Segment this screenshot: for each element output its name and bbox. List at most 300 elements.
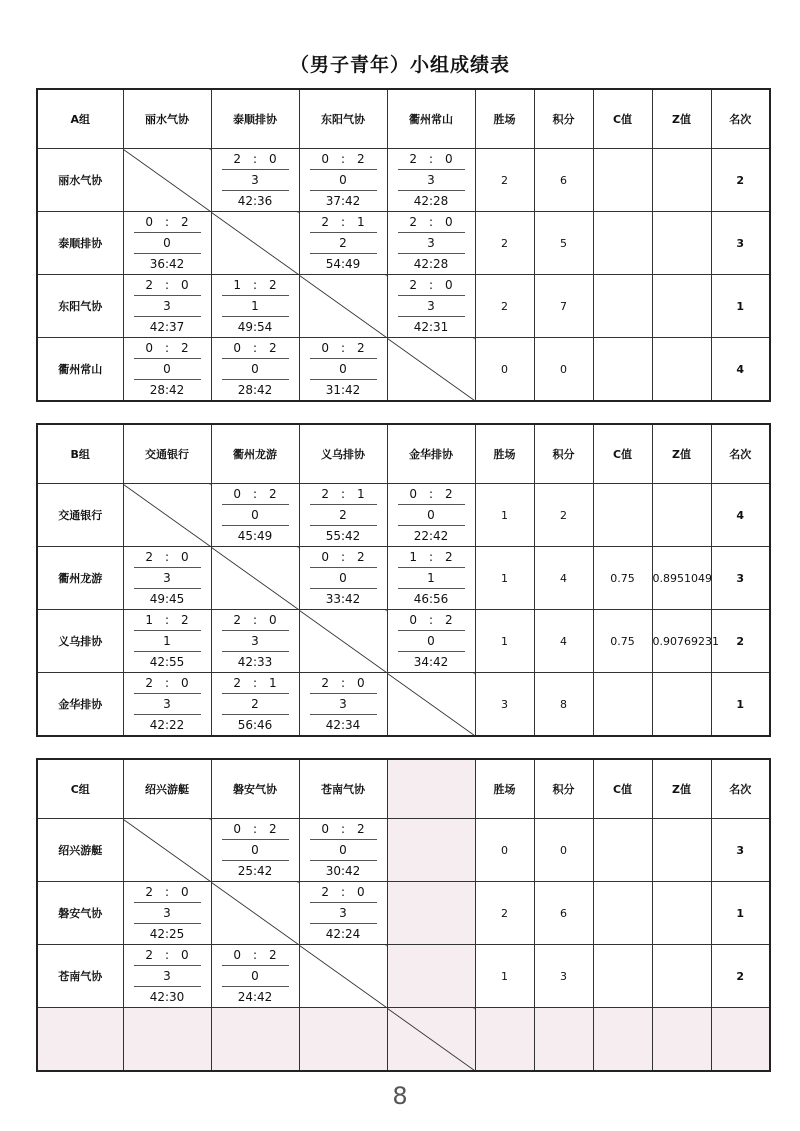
points-value: 3 — [534, 945, 593, 1008]
score-separator: : — [252, 864, 258, 878]
set-score-home: 0 — [321, 822, 329, 836]
set-score-away: 0 — [269, 613, 277, 627]
set-score-away: 2 — [445, 613, 453, 627]
set-score-home: 0 — [321, 341, 329, 355]
set-score-home: 2 — [321, 487, 329, 501]
match-result-cell — [211, 945, 299, 1008]
header-team-name: 苍南气协 — [299, 759, 387, 819]
set-score-away: 2 — [269, 487, 277, 501]
set-score-home: 0 — [409, 613, 417, 627]
set-score-home: 2 — [321, 215, 329, 229]
header-rank: 名次 — [711, 89, 770, 149]
diagonal-cell — [123, 484, 211, 547]
set-score-away: 0 — [445, 278, 453, 292]
set-score-home: 2 — [233, 676, 241, 690]
score-separator: : — [252, 529, 258, 543]
rank-value: 4 — [711, 484, 770, 547]
rally-points-home: 49 — [149, 592, 165, 606]
header-team-name: 衢州龙游 — [211, 424, 299, 484]
rank-value: 2 — [711, 610, 770, 673]
rally-points-home: 54 — [325, 257, 341, 271]
score-separator: : — [340, 383, 346, 397]
row-team-name: 泰顺排协 — [37, 212, 123, 275]
score-separator: : — [252, 487, 258, 501]
score-separator: : — [164, 257, 170, 271]
header-points: 积分 — [534, 424, 593, 484]
set-score-home: 2 — [145, 885, 153, 899]
rally-points-home: 55 — [325, 529, 341, 543]
empty-cell — [387, 882, 475, 945]
wins-value: 1 — [475, 945, 534, 1008]
z-value — [652, 673, 711, 737]
rally-points-home: 42 — [237, 655, 253, 669]
header-team-name: 衢州常山 — [387, 89, 475, 149]
match-points: 3 — [427, 299, 435, 313]
match-points: 3 — [427, 236, 435, 250]
rally-points-away: 42 — [345, 529, 361, 543]
points-value: 8 — [534, 673, 593, 737]
set-score-home: 2 — [233, 152, 241, 166]
set-score-away: 0 — [357, 885, 365, 899]
points-value: 6 — [534, 149, 593, 212]
set-score-away: 0 — [269, 152, 277, 166]
rank-value: 2 — [711, 149, 770, 212]
score-separator: : — [164, 278, 170, 292]
diagonal-cell — [211, 547, 299, 610]
row-team-name: 衢州常山 — [37, 338, 123, 402]
table-row — [37, 819, 770, 882]
score-separator: : — [252, 383, 258, 397]
header-team-name: 金华排协 — [387, 424, 475, 484]
z-value — [652, 338, 711, 402]
score-separator: : — [164, 320, 170, 334]
set-score-away: 2 — [181, 215, 189, 229]
header-wins: 胜场 — [475, 424, 534, 484]
score-separator: : — [164, 383, 170, 397]
set-score-away: 2 — [357, 550, 365, 564]
score-separator: : — [340, 194, 346, 208]
set-score-away: 0 — [445, 215, 453, 229]
points-value: 0 — [534, 819, 593, 882]
set-score-home: 2 — [321, 885, 329, 899]
header-c-value: C值 — [593, 759, 652, 819]
score-separator: : — [428, 655, 434, 669]
wins-value: 0 — [475, 338, 534, 402]
match-result-cell — [387, 484, 475, 547]
c-value — [593, 945, 652, 1008]
rally-points-home: 22 — [413, 529, 429, 543]
score-separator: : — [428, 152, 434, 166]
match-result-cell — [299, 338, 387, 402]
score-separator: : — [164, 676, 170, 690]
header-wins: 胜场 — [475, 759, 534, 819]
rally-points-home: 42 — [149, 990, 165, 1004]
set-score-away: 0 — [357, 676, 365, 690]
set-score-away: 2 — [181, 341, 189, 355]
set-score-away: 0 — [181, 948, 189, 962]
z-value — [652, 882, 711, 945]
set-score-home: 1 — [145, 613, 153, 627]
set-score-home: 2 — [233, 613, 241, 627]
z-value — [652, 212, 711, 275]
c-value — [593, 484, 652, 547]
rally-points-home: 49 — [237, 320, 253, 334]
empty-cell — [652, 1008, 711, 1072]
score-separator: : — [252, 320, 258, 334]
match-result-cell — [299, 673, 387, 737]
rally-points-away: 24 — [345, 927, 361, 941]
table-row — [37, 610, 770, 673]
set-score-home: 1 — [233, 278, 241, 292]
rally-points-away: 42 — [169, 257, 185, 271]
empty-cell — [475, 1008, 534, 1072]
header-team-name: 泰顺排协 — [211, 89, 299, 149]
score-separator: : — [340, 487, 346, 501]
score-separator: : — [252, 948, 258, 962]
score-separator: : — [252, 990, 258, 1004]
header-wins: 胜场 — [475, 89, 534, 149]
empty-cell — [387, 945, 475, 1008]
c-value — [593, 819, 652, 882]
rally-points-away: 49 — [345, 257, 361, 271]
row-team-name: 金华排协 — [37, 673, 123, 737]
rank-value: 1 — [711, 673, 770, 737]
rally-points-home: 28 — [237, 383, 253, 397]
match-result-cell — [299, 484, 387, 547]
match-points: 0 — [251, 843, 259, 857]
set-score-home: 2 — [145, 550, 153, 564]
score-separator: : — [428, 613, 434, 627]
match-result-cell — [387, 149, 475, 212]
match-result-cell — [211, 484, 299, 547]
match-points: 0 — [339, 362, 347, 376]
match-points: 3 — [427, 173, 435, 187]
empty-cell — [211, 1008, 299, 1072]
rally-points-away: 25 — [169, 927, 185, 941]
rally-points-home: 36 — [149, 257, 165, 271]
row-team-name: 苍南气协 — [37, 945, 123, 1008]
rally-points-away: 42 — [169, 383, 185, 397]
page-number: 8 — [392, 1082, 408, 1110]
set-score-away: 2 — [269, 822, 277, 836]
rank-value: 1 — [711, 275, 770, 338]
set-score-home: 2 — [409, 278, 417, 292]
rally-points-home: 30 — [325, 864, 341, 878]
score-separator: : — [164, 990, 170, 1004]
rally-points-away: 33 — [257, 655, 273, 669]
set-score-away: 2 — [357, 822, 365, 836]
c-value — [593, 212, 652, 275]
set-score-home: 0 — [145, 341, 153, 355]
score-separator: : — [340, 529, 346, 543]
score-separator: : — [164, 550, 170, 564]
wins-value: 0 — [475, 819, 534, 882]
table-row — [37, 673, 770, 737]
set-score-home: 2 — [145, 676, 153, 690]
score-separator: : — [428, 278, 434, 292]
rally-points-away: 56 — [433, 592, 449, 606]
match-result-cell — [299, 819, 387, 882]
rally-points-home: 28 — [149, 383, 165, 397]
header-points: 积分 — [534, 759, 593, 819]
empty-cell — [534, 1008, 593, 1072]
match-points: 0 — [163, 362, 171, 376]
diagonal-cell — [211, 212, 299, 275]
set-score-away: 2 — [445, 487, 453, 501]
set-score-home: 1 — [409, 550, 417, 564]
rally-points-home: 42 — [237, 194, 253, 208]
set-score-home: 0 — [321, 152, 329, 166]
match-result-cell — [123, 338, 211, 402]
score-separator: : — [340, 152, 346, 166]
diagonal-cell — [123, 149, 211, 212]
table-row — [37, 945, 770, 1008]
rally-points-home: 24 — [237, 990, 253, 1004]
score-separator: : — [340, 864, 346, 878]
diagonal-cell — [387, 338, 475, 402]
z-value — [652, 484, 711, 547]
score-separator: : — [164, 341, 170, 355]
empty-cell — [37, 1008, 123, 1072]
header-rank: 名次 — [711, 759, 770, 819]
set-score-home: 2 — [321, 676, 329, 690]
rank-value: 2 — [711, 945, 770, 1008]
set-score-home: 0 — [233, 487, 241, 501]
set-score-away: 2 — [357, 341, 365, 355]
match-points: 3 — [251, 173, 259, 187]
match-result-cell — [299, 149, 387, 212]
header-team-name: 丽水气协 — [123, 89, 211, 149]
wins-value: 2 — [475, 275, 534, 338]
rally-points-home: 42 — [413, 257, 429, 271]
match-result-cell — [387, 610, 475, 673]
match-result-cell — [123, 610, 211, 673]
group-name: B组 — [37, 424, 123, 484]
match-points: 3 — [163, 571, 171, 585]
score-separator: : — [428, 194, 434, 208]
score-separator: : — [252, 613, 258, 627]
points-value: 7 — [534, 275, 593, 338]
group-table-2 — [36, 423, 771, 737]
match-points: 3 — [251, 634, 259, 648]
rally-points-away: 46 — [257, 718, 273, 732]
group-name: C组 — [37, 759, 123, 819]
match-points: 3 — [163, 697, 171, 711]
set-score-home: 0 — [233, 948, 241, 962]
rally-points-home: 42 — [149, 718, 165, 732]
empty-cell — [123, 1008, 211, 1072]
row-team-name: 衢州龙游 — [37, 547, 123, 610]
header-z-value: Z值 — [652, 89, 711, 149]
rally-points-away: 42 — [345, 592, 361, 606]
score-separator: : — [252, 278, 258, 292]
match-points: 3 — [163, 299, 171, 313]
c-value — [593, 338, 652, 402]
table-row — [37, 275, 770, 338]
score-separator: : — [340, 550, 346, 564]
match-result-cell — [123, 673, 211, 737]
rally-points-away: 42 — [345, 864, 361, 878]
match-result-cell — [123, 945, 211, 1008]
match-result-cell — [387, 212, 475, 275]
score-separator: : — [428, 257, 434, 271]
rally-points-away: 45 — [169, 592, 185, 606]
set-score-away: 2 — [181, 613, 189, 627]
score-separator: : — [252, 152, 258, 166]
group-table-3 — [36, 758, 771, 1072]
header-c-value: C值 — [593, 424, 652, 484]
set-score-away: 2 — [269, 948, 277, 962]
rally-points-home: 42 — [325, 927, 341, 941]
rally-points-away: 28 — [433, 257, 449, 271]
score-separator: : — [340, 822, 346, 836]
header-team-name: 磐安气协 — [211, 759, 299, 819]
rally-points-home: 42 — [149, 655, 165, 669]
match-points: 0 — [427, 634, 435, 648]
match-result-cell — [211, 673, 299, 737]
header-team-name: 义乌排协 — [299, 424, 387, 484]
rally-points-home: 31 — [325, 383, 341, 397]
score-separator: : — [252, 341, 258, 355]
wins-value: 1 — [475, 484, 534, 547]
rally-points-home: 37 — [325, 194, 341, 208]
rally-points-home: 42 — [149, 927, 165, 941]
wins-value: 3 — [475, 673, 534, 737]
score-separator: : — [428, 529, 434, 543]
c-value: 0.75 — [593, 610, 652, 673]
diagonal-cell — [123, 819, 211, 882]
score-separator: : — [252, 718, 258, 732]
set-score-away: 0 — [181, 278, 189, 292]
set-score-away: 1 — [357, 487, 365, 501]
empty-cell — [387, 819, 475, 882]
rally-points-away: 42 — [433, 655, 449, 669]
wins-value: 1 — [475, 547, 534, 610]
z-value — [652, 275, 711, 338]
diagonal-cell — [299, 945, 387, 1008]
row-team-name: 交通银行 — [37, 484, 123, 547]
score-separator: : — [340, 927, 346, 941]
score-separator: : — [252, 676, 258, 690]
row-team-name: 东阳气协 — [37, 275, 123, 338]
set-score-away: 0 — [445, 152, 453, 166]
rally-points-home: 33 — [325, 592, 341, 606]
points-value: 4 — [534, 547, 593, 610]
header-z-value: Z值 — [652, 424, 711, 484]
rank-value: 4 — [711, 338, 770, 402]
rally-points-away: 55 — [169, 655, 185, 669]
score-separator: : — [164, 592, 170, 606]
rank-value: 3 — [711, 212, 770, 275]
row-team-name: 义乌排协 — [37, 610, 123, 673]
match-points: 3 — [339, 906, 347, 920]
match-points: 0 — [251, 508, 259, 522]
header-team-name: 东阳气协 — [299, 89, 387, 149]
z-value: 0.8951049 — [652, 547, 711, 610]
set-score-away: 1 — [357, 215, 365, 229]
score-separator: : — [428, 487, 434, 501]
z-value: 0.90769231 — [652, 610, 711, 673]
wins-value: 2 — [475, 882, 534, 945]
header-team-name: 交通银行 — [123, 424, 211, 484]
match-result-cell — [299, 212, 387, 275]
match-result-cell — [211, 149, 299, 212]
rank-value: 1 — [711, 882, 770, 945]
score-separator: : — [340, 885, 346, 899]
rally-points-home: 46 — [413, 592, 429, 606]
match-result-cell — [211, 819, 299, 882]
set-score-away: 2 — [357, 152, 365, 166]
match-result-cell — [299, 547, 387, 610]
set-score-home: 2 — [409, 152, 417, 166]
rally-points-away: 34 — [345, 718, 361, 732]
points-value: 0 — [534, 338, 593, 402]
rally-points-home: 56 — [237, 718, 253, 732]
header-team-name: 绍兴游艇 — [123, 759, 211, 819]
match-points: 3 — [163, 906, 171, 920]
rally-points-home: 25 — [237, 864, 253, 878]
set-score-home: 0 — [409, 487, 417, 501]
set-score-home: 0 — [233, 822, 241, 836]
c-value — [593, 275, 652, 338]
set-score-home: 0 — [321, 550, 329, 564]
rally-points-away: 42 — [257, 864, 273, 878]
score-separator: : — [164, 655, 170, 669]
rally-points-away: 42 — [345, 383, 361, 397]
rally-points-home: 42 — [413, 320, 429, 334]
match-points: 2 — [251, 697, 259, 711]
c-value — [593, 149, 652, 212]
set-score-away: 0 — [181, 550, 189, 564]
match-result-cell — [123, 882, 211, 945]
set-score-away: 2 — [269, 278, 277, 292]
match-points: 3 — [163, 969, 171, 983]
rally-points-away: 42 — [257, 383, 273, 397]
rank-value: 3 — [711, 547, 770, 610]
points-value: 4 — [534, 610, 593, 673]
empty-header-cell — [387, 759, 475, 819]
score-separator: : — [340, 718, 346, 732]
diagonal-cell — [299, 275, 387, 338]
score-separator: : — [340, 592, 346, 606]
table-row — [37, 338, 770, 402]
rally-points-away: 54 — [257, 320, 273, 334]
score-separator: : — [164, 613, 170, 627]
score-separator: : — [428, 320, 434, 334]
z-value — [652, 149, 711, 212]
table-row — [37, 547, 770, 610]
rally-points-away: 30 — [169, 990, 185, 1004]
c-value: 0.75 — [593, 547, 652, 610]
match-points: 0 — [163, 236, 171, 250]
rally-points-away: 28 — [433, 194, 449, 208]
match-result-cell — [387, 547, 475, 610]
z-value — [652, 819, 711, 882]
rally-points-away: 37 — [169, 320, 185, 334]
group-name: A组 — [37, 89, 123, 149]
score-separator: : — [164, 215, 170, 229]
rally-points-home: 42 — [413, 194, 429, 208]
c-value — [593, 673, 652, 737]
header-points: 积分 — [534, 89, 593, 149]
group-table-1 — [36, 88, 771, 402]
match-points: 3 — [339, 697, 347, 711]
match-result-cell — [211, 610, 299, 673]
rally-points-away: 31 — [433, 320, 449, 334]
score-separator: : — [252, 822, 258, 836]
set-score-home: 0 — [233, 341, 241, 355]
rank-value: 3 — [711, 819, 770, 882]
